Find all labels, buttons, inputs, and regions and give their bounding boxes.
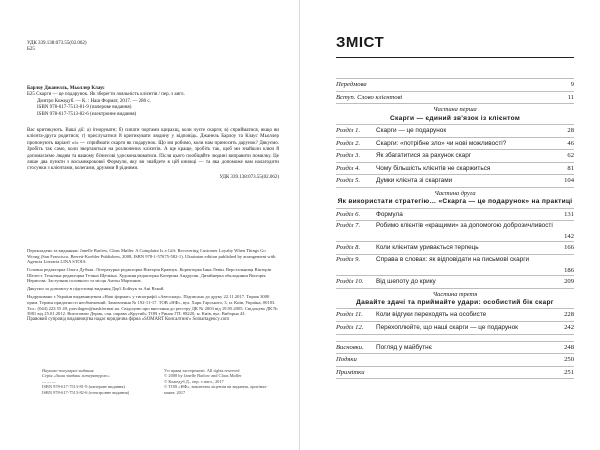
toc-entry-chapter[interactable] (336, 322, 574, 335)
toc-entry-page: 251 (564, 368, 574, 376)
chapter-title: Коли відгуки переходять на особисте (376, 311, 487, 319)
toc-entry-chapter[interactable] (336, 138, 574, 151)
toc-title-rule (336, 57, 574, 58)
toc-part-heading (336, 188, 574, 208)
chapter-page: 142 (564, 232, 574, 240)
part-title: Давайте здачі та приймайте удари: особистий бік скарг (356, 298, 554, 306)
toc-title: ЗМІСТ (336, 34, 385, 51)
part-number: Частина третя (432, 290, 478, 298)
toc-entry-name: Передмова (336, 81, 367, 88)
toc-entry-chapter[interactable] (336, 242, 574, 255)
chapter-page: 209 (564, 277, 574, 285)
annotation (27, 128, 279, 181)
chapter-label: Розділ 2. (336, 139, 361, 147)
imprint-line: ISBN 978-617-7513-82-6 (електронне видання) (42, 389, 130, 395)
table-of-contents (336, 78, 574, 379)
part-title: Як використати стратегію… «Скарга — це подарунок» на практиці (337, 198, 573, 206)
imprint-footer (42, 368, 272, 395)
chapter-title: Думки клієнта зі скаргами (376, 177, 453, 185)
imprint-line: Усі права застережені. All rights reserved (164, 368, 240, 373)
toc-entry-chapter[interactable] (336, 124, 574, 138)
imprint-line: — — — (42, 378, 56, 384)
toc-entry-name: Вступ. Слово клієнтові (336, 93, 403, 101)
chapter-label: Розділ 6. (336, 210, 361, 218)
imprint-line: © 2008 by Janelle Barlow and Claus Møller (164, 373, 242, 379)
chapter-title: Чому більшість клієнтів не скаржиться (376, 164, 491, 172)
toc-entry-name: Подяки (336, 356, 357, 364)
credits-printing: Надруковано з України видавництвом «Наш формат» у типографії «Автоснар». Підписано до друку 22.11.2017. Тираж 3000 прим. Термін придатності необмежений. Замовлення № 192-11-17. ТОВ «НФ», вул. Харк Гарського, 3, м. Київ, Україна, 00103. Тел.: (044) 223 55 49, pravilagen@nashformat.ua. Свідоцтво про внесення до реєстру ДК № 2003 від 19.05.2005. Свідоцтво ДК № 3981 від 25.01.2012. Виготовлю Дерик, сан. оправа «Крутий» ТОВ з Ринок ГП: 08220, м. Київ, вул. Виборна 43. (27, 294, 278, 317)
udc-bottom: УДК 339.138:073.55(02.062) (219, 174, 279, 180)
toc-entry-conclusions[interactable] (336, 341, 574, 355)
toc-entry-chapter[interactable] (336, 221, 574, 242)
imprint-line: Серія «Зима завдяки литературою» (42, 373, 110, 379)
chapter-label: Розділ 3. (336, 152, 361, 160)
udc-code: УДК 339.138:073.55(02.062) (27, 41, 87, 46)
toc-part-heading (336, 104, 574, 124)
chapter-label: Розділ 7. (336, 222, 361, 230)
imprint-line: © Кожедуб Д., пер. з англ., 2017 (164, 378, 224, 384)
part-number: Частина друга (434, 189, 476, 197)
chapter-page: 242 (564, 323, 574, 331)
bbk-code: Б25 (27, 47, 35, 53)
chapter-title: Скарги: «потрібне зло» чи нові можливості? (376, 139, 507, 147)
credits (27, 248, 279, 319)
chapter-label: Розділ 10. (336, 277, 364, 285)
toc-entry-chapter[interactable] (336, 150, 574, 163)
chapter-title: Погляд у майбутнє (376, 343, 432, 351)
chapter-label: Розділ 12. (336, 323, 364, 331)
chapter-page: 62 (567, 152, 574, 160)
chapter-label: Розділ 9. (336, 255, 361, 263)
toc-entry-chapter[interactable] (336, 308, 574, 322)
toc-entry-page: 11 (567, 93, 574, 101)
chapter-page: 228 (564, 311, 574, 319)
toc-entry-foreword[interactable] (336, 78, 574, 92)
toc-entry-notes[interactable] (336, 367, 574, 380)
bib-line: Дмитро Кожедуб. — К. : Наш Формат, 2017. — 280 с. (37, 98, 151, 104)
toc-entry-chapter[interactable] (336, 163, 574, 176)
chapter-title: Від шепоту до крику (376, 277, 436, 285)
chapter-page: 248 (564, 343, 574, 351)
imprint-right (164, 368, 272, 395)
credits-editors: Головна редакторка Ольга Дубчак. Літературна редакторка Вікторія Кравчук. Коректорка Інна Левін. Верстальниця Вікторія Шелест. Технічна редакторка Тетяна Щечкіна. Художня редакторка Катерина Андрусяк. Дизайнерка обкладинки Вікторія Нерисова. Заступник головного та місця Антон Мартинов. (27, 267, 271, 284)
chapter-title: Коли клієнтам уривається терпець (376, 244, 479, 252)
legal-note: Правовий супровід видавництва надає юридична фірма «SOMART Консалтинг» Somartagency.com (27, 317, 230, 322)
toc-entry-chapter[interactable] (336, 208, 574, 222)
chapter-label: Розділ 11. (336, 311, 363, 319)
toc-entry-chapter[interactable] (336, 175, 574, 188)
chapter-title: Як збагатитися за рахунок скарг (376, 152, 472, 160)
chapter-page: 166 (564, 244, 574, 252)
chapter-title: Перехоплюйте, що наші скарги — це подарунок (376, 323, 518, 331)
chapter-title: Скарги — це подарунок (376, 127, 447, 134)
chapter-title: Формула (376, 210, 403, 218)
toc-entry-page: 250 (564, 356, 574, 364)
toc-entry-introduction[interactable] (336, 92, 574, 105)
bibliographic-record (27, 86, 279, 118)
chapter-label: Розділ 5. (336, 177, 361, 185)
chapter-title: Робимо клієнтів «кращими» за допомогою доброзичливості (376, 222, 553, 230)
chapter-label: Розділ 4. (336, 164, 361, 172)
imprint-line: Науково-популярне видання (42, 368, 94, 373)
toc-entry-page: 9 (570, 81, 574, 88)
chapter-title: Справа в словах: як відповідати на письмові скарги (376, 255, 530, 263)
toc-part-heading (336, 289, 574, 309)
chapter-label: Висновки. (336, 343, 364, 351)
chapter-page: 131 (564, 210, 574, 218)
credits-thanks: Дякуємо за допомогу в підготовці видання Дор'ї Бойчук та Ані Вєкой. (27, 286, 165, 292)
bib-isbn-digital: ISBN 978-617-7513-82-6 (електронне видання) (37, 111, 137, 117)
chapter-page: 81 (567, 164, 574, 172)
chapter-page: 104 (564, 177, 574, 185)
chapter-label: Розділ 1. (336, 127, 361, 134)
toc-entry-name: Примітки (336, 368, 365, 376)
part-number: Частина перша (433, 106, 477, 114)
imprint-left (42, 368, 150, 395)
imprint-line: ISBN 978-617-7513-81-9 (паперове видання) (42, 384, 125, 390)
bib-line: Б25 Скарги — це подарунок. Як зберегти лояльність клієнтів / пер. з англ. (27, 92, 185, 98)
part-title: Скарги — єдиний зв'язок із клієнтом (389, 114, 521, 122)
toc-entry-chapter[interactable] (336, 276, 574, 289)
toc-entry-acknowledgements[interactable] (336, 354, 574, 367)
chapter-label: Розділ 8. (336, 244, 361, 252)
imprint-line: © ТОВ «НФ», виключна ліцензія на видання, оригінал-макет, 2017 (164, 384, 268, 395)
credits-original: Перекладено за виданням: Janelle Barlow, Claus Møller. A Complaint Is a Gift: Recovering Customer Loyalty When Things Go Wrong (San Francisco, Berrett-Koehler Publishers, 2008, ISBN 978-1-57675-582-1). Ukrainian edition published by arrangement with Agencia Literaria LINA STOIA. (27, 248, 276, 265)
chapter-page: 186 (564, 266, 574, 274)
chapter-page: 46 (567, 139, 574, 147)
bib-authors: Барлоу Джанелль, Мьоллер Клаус (27, 86, 105, 91)
chapter-page: 28 (567, 127, 574, 134)
toc-entry-chapter[interactable] (336, 255, 574, 276)
bib-isbn-print: ISBN 978-617-7513-81-9 (паперове видання) (37, 105, 132, 111)
annotation-text: Вас критикують. Ваші дії: а) ігноруватн; б) сипати чортами щирахщ, коли чуєте скарги; в) сприйматися, якщо ви клієнта-друга родитися; г) прислухатися й критикувати людину у відповідь. Джанель Барлоу та Клаус Мьоллер пропонують варіант «ґ» — сприймати скарги як подарунок. Що ми робимо, коли нам приносять дарунок? Дякуємо. Зробіть так само, коли звертаються на розлючених клієнтів. А ще краще, зробіть так, щоб ми знайшли ключ й допомагаємо людям та вашому бізнесові удосконалюватися. Після цього пообіцяйте людині виправити помилку. Це лише два пункти з восьмикрокової Формули, яку ви знайдете в цій книжці — та яка допоможе вам налагодити стосунки з клієнтами, колегами, друзями й рідними. (27, 128, 279, 172)
udc-top (27, 41, 279, 54)
